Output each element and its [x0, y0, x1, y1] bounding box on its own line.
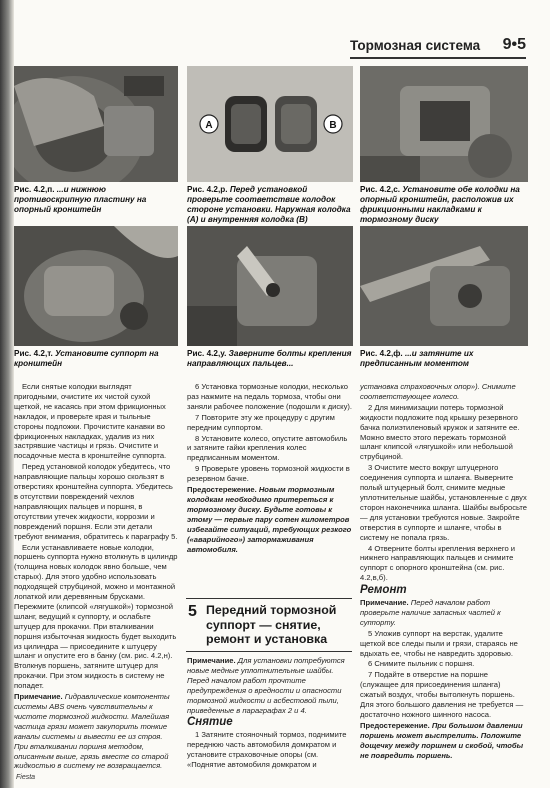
subheading-removal: Снятие: [187, 716, 233, 729]
caption-fig-4-2-u: Рис. 4.2,у. Заверните болты крепления направляющих пальцев...: [187, 349, 352, 368]
marker-b-label: B: [329, 120, 337, 131]
marker-a-label: A: [205, 120, 213, 131]
caption-fig-4-2-t: Рис. 4.2,т. Установите суппорт на кронштейн: [14, 349, 159, 368]
step-8: 8 Установите колесо, опустите автомобиль и затяните гайки крепления колес предписанным моментом.: [187, 433, 348, 463]
paragraph: Если снятые колодки выглядят пригодными, очистите их чистой сухой щеткой, не касаясь при этом фрикционных накладок, и проверьте края и тыльные стороны подложки. Прочистите канавки во фрикционных накладках, удалив из них застрявшие частицы и грязь. Очистите и посадочные места в кронштейне суппорта.: [14, 382, 167, 461]
step-7: 7 Подайте в отверстие на поршне (служащее для присоединения шланга) сжатый воздух, чтобы вытолкнуть поршень. Для этого большого давления не требуется — достаточно ножного шинного насоса.: [360, 670, 524, 719]
photo-fig-4-2-s: [360, 66, 528, 182]
photo-fig-4-2-f: [360, 226, 528, 346]
section-number: 5: [188, 603, 197, 620]
page-footer: Fiesta: [16, 774, 36, 781]
step-6: 6 Установка тормозные колодки, несколько раз нажмите на педаль тормоза, чтобы они заняли рабочее положение (подошли к диску).: [187, 382, 353, 411]
caption-fig-4-2-p: Рис. 4.2,п. ...и нижнюю противоскрипную пластину на опорный кронштейн: [14, 185, 147, 214]
photo-fig-4-2-u: [187, 226, 353, 346]
note: Примечание. Гидравлические компоненты системы ABS очень чувствительны к чистоте тормозной жидкости. Малейшая частица грязи может закупорить тонкие каналы системы и вывести ее из строя. При вталкивании поршня методом, описанным выше, грязь вместе со старой жидкостью в систему не возвращается.: [14, 692, 170, 771]
page-number: 9•5: [502, 36, 526, 53]
subheading-repair: Ремонт: [360, 584, 407, 597]
text-column-2-lower: [187, 656, 353, 771]
step-3: 3 Очистите место вокруг штуцерного соединения суппорта и шланга. Выверните полый штуцерный болт, снимите медные уплотнительные шайбы, установленные с двух сторон наконечника шланга. Шайбы выбросьте — для установки требуются новые. Закройте отверстия в суппорте и шланге, чтобы в систему не попала грязь.: [360, 463, 527, 542]
section-title: Тормозная система: [350, 38, 481, 53]
photo-fig-4-2-p: [14, 66, 178, 182]
text-column-2: [187, 382, 353, 555]
warning: Предостережение. При большом давлении поршень может выстрелить. Положите дощечку между поршнем и скобой, чтобы не повредить поршень.: [360, 720, 524, 760]
step-7: 7 Повторите эту же процедуру с другим передним суппортом.: [187, 412, 335, 432]
step-5: 5 Уложив суппорт на верстак, удалите щеткой все следы пыли и грязи, стараясь не вдыхать ее, чтобы не навредить здоровью.: [360, 628, 518, 658]
caption-fig-4-2-r: Рис. 4.2,р. Перед установкой проверьте соответствие колодок стороне установки. Наружная колодка (A) и внутренняя колодка (B): [187, 185, 351, 224]
warning: Предостережение. Новым тормозным колодкам необходимо притереться к тормозному диску. Будьте готовы к этому — первые пару сотен километров избегайте ситуаций, требующих резкого («аварийного») затормаживания автомобиля.: [187, 485, 352, 554]
caption-fig-4-2-f: Рис. 4.2,ф. ...и затяните их предписанным моментом: [360, 349, 474, 368]
step-1: 1 Затяните стояночный тормоз, поднимите переднюю часть автомобиля домкратом и установите страховочные опоры (см. «Поднятие автомобиля домкратом и: [187, 730, 347, 770]
photo-fig-4-2-t: [14, 226, 178, 346]
continued-text: установка страховочных опор»). Снимите соответствующее колесо.: [360, 382, 516, 401]
photo-fig-4-2-r: [187, 66, 353, 182]
note: Примечание. Для установки потребуются новые медные уплотнительные шайбы. Перед началом работ прочтите предупреждения о вредности и опасности тормозной жидкости и асбестовой пыли, приведенные в параграфах 2 и 4.: [187, 656, 345, 715]
text-column-1: [14, 382, 178, 772]
paragraph: Если устанавливаете новые колодки, поршень суппорта нужно втолкнуть в цилиндр (толщина новых колодок явно больше, чем старых). Для этого удобно использовать подходящей струбциной, можно и монтажной лопаткой или деревянным брусками. Пережмите (клипсой «лягушкой») тормозной шланг, ведущий к суппорту, и ослабьте штуцер для прокачки. При вталкивании поршня избыточная жидкость будет выходить из цилиндра — присоедините к штуцеру шланг и опустите его в банку (см. рис. 4.2,н). Втолкнув поршень, затяните штуцер для прокачки. При этом жидкость в систему не попадет.: [14, 542, 178, 691]
page-binding-shadow: [0, 0, 14, 788]
step-2: 2 Для минимизации потерь тормозной жидкости подложите под крышку резервного бачка полиэтиленовый кружок и затяните ее. Можно вместо этого пережать тормозной шланг клипсой «лягушкой» или небольшой струбциной.: [360, 402, 520, 462]
step-6: 6 Снимите пыльник с поршня.: [368, 659, 475, 669]
section-heading-5: [186, 598, 352, 652]
page-header: [350, 36, 526, 58]
caption-fig-4-2-s: Рис. 4.2,с. Установите обе колодки на опорный кронштейн, расположив их фрикционными накладками к тормозному диску: [360, 185, 520, 224]
section-title-5: Передний тормозной суппорт — снятие, ремонт и установка: [206, 603, 337, 646]
note: Примечание. Перед началом работ проверьте наличие запасных частей к суппорту.: [360, 598, 501, 627]
paragraph: Перед установкой колодок убедитесь, что направляющие пальцы хорошо скользят в отверстиях кронштейна суппорта. Убедитесь в отсутствии повреждений чехлов направляющих пальцев и поршня, в отсутствии утечек жидкости, коррозии и повреждений поршня. Если эти детали требуют внимания, обратитесь к параграфу 5.: [14, 462, 178, 541]
step-4: 4 Отверните болты крепления верхнего и нижнего направляющих пальцев и снимите суппорт с опорного кронштейна (см. рис. 4.2,в,б).: [360, 543, 516, 583]
header-rule: [350, 57, 526, 59]
step-9: 9 Проверьте уровень тормозной жидкости в резервном бачке.: [187, 464, 350, 484]
text-column-3: [360, 382, 528, 762]
